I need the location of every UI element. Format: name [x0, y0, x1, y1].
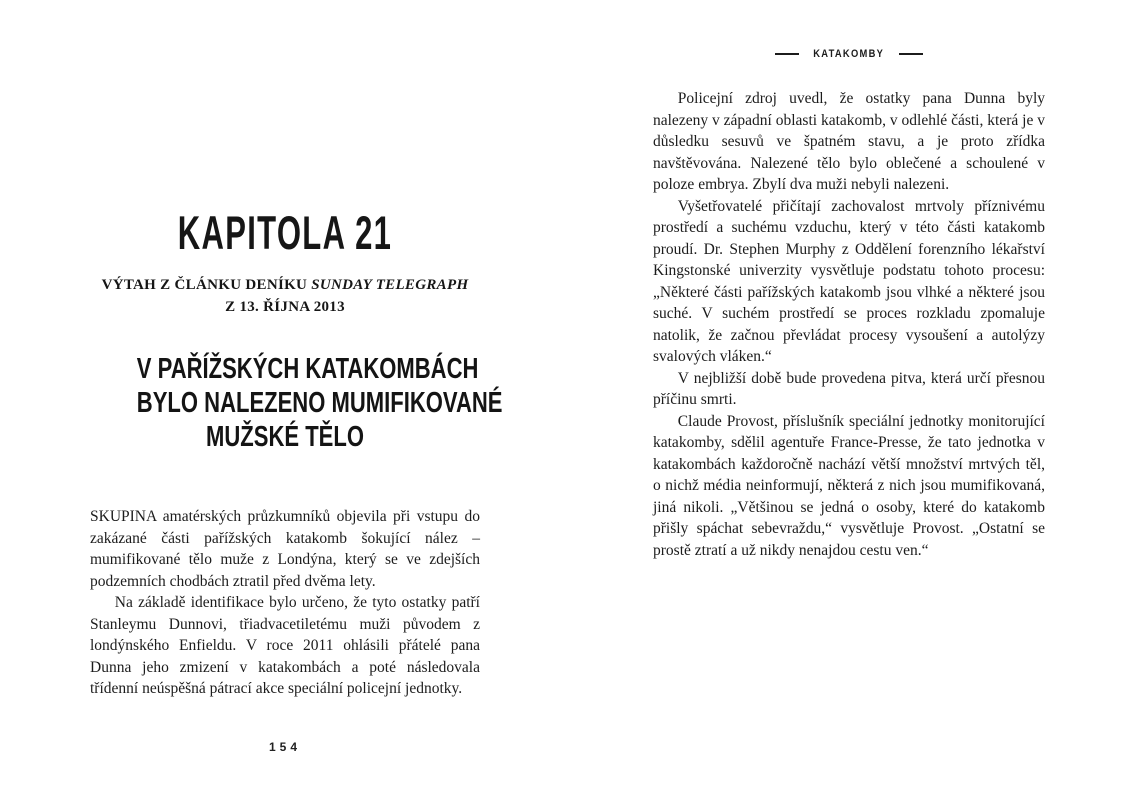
subtitle-prefix: VÝTAH Z ČLÁNKU DENÍKU [101, 277, 312, 293]
body-paragraph: SKUPINA amatérských průzkumníků objevila při vstupu do zakázané části pařížských katakomb šokující nález – mumifikované tělo muže z Londýna, který se ve zdejších podzemních chodbách ztratil před dvěma lety. [90, 508, 480, 590]
subtitle-date-line: Z 13. ŘÍJNA 2013 [225, 299, 345, 315]
running-header-label: KATAKOMBY [813, 48, 885, 60]
article-headline [136, 352, 503, 454]
body-paragraph: V nejbližší době bude provedena pitva, která určí přesnou příčinu smrti. [653, 369, 1045, 408]
header-rule-right [899, 53, 923, 55]
body-paragraph: Vyšetřovatelé přičítají zachovalost mrtvoly příznivému prostředí a suchému vzduchu, který v této části katakomb proudí. Dr. Stephen Murphy z Oddělení forenzního lékařství Kingstonské univerzity vysvětluje podstatu tohoto procesu: „Některé části pařížských katakomb jsou vlhké a některé jsou suché. V suchém prostředí se proces rozkladu zpomaluje natolik, že začnou převládat procesy vysoušení a autolýzy svalových vláken.“ [653, 197, 1045, 365]
page-number: 154 [268, 740, 302, 754]
left-page [90, 0, 503, 800]
chapter-title: KAPITOLA 21 [177, 206, 393, 259]
body-paragraph: Policejní zdroj uvedl, že ostatky pana Dunna byly nalezeny v západní oblasti katakomb, v odlehlé části, která je v důsledku sesuvů ve špatném stavu, a je proto zřídka navštěvována. Nalezené tělo bylo oblečené a schoulené v poloze embrya. Zbylí dva muži nebyli nalezeni. [653, 90, 1045, 193]
left-page-body [90, 506, 480, 700]
right-page-body [653, 88, 1045, 561]
subtitle-newspaper-name: SUNDAY TELEGRAPH [311, 277, 469, 293]
headline-line-2: BYLO NALEZENO MUMIFIKOVANÉ [136, 387, 503, 419]
headline-line-3: MUŽSKÉ TĚLO [206, 421, 364, 453]
body-paragraph: Na základě identifikace bylo určeno, že tyto ostatky patří Stanleymu Dunnovi, třiadvacetiletému muži původem z londýnského Enfieldu. V roce 2011 ohlásili přátelé pana Dunna jeho zmizení v katakombách a poté následovala třídenní neúspěšná pátrací akce speciální policejní jednotky. [90, 594, 480, 697]
running-header [653, 48, 1045, 60]
header-rule-left [775, 53, 799, 55]
headline-line-1: V PAŘÍŽSKÝCH KATAKOMBÁCH [136, 353, 479, 385]
body-paragraph: Claude Provost, příslušník speciální jednotky monitorující katakomby, sdělil agentuře France-Presse, že tato jednotka v katakombách každoročně nachází větší množství mrtvých těl, o nichž média neinformují, některá z nich jsou mumifikovaná, jiná nikoli. „Většinou se jedná o osoby, které do katakomb přišly spáchat sebevraždu,“ vysvětluje Provost. „Ostatní se prostě ztratí a už nikdy nenajdou cestu ven.“ [653, 412, 1045, 559]
chapter-subtitle [90, 274, 480, 318]
right-page [653, 0, 1045, 800]
